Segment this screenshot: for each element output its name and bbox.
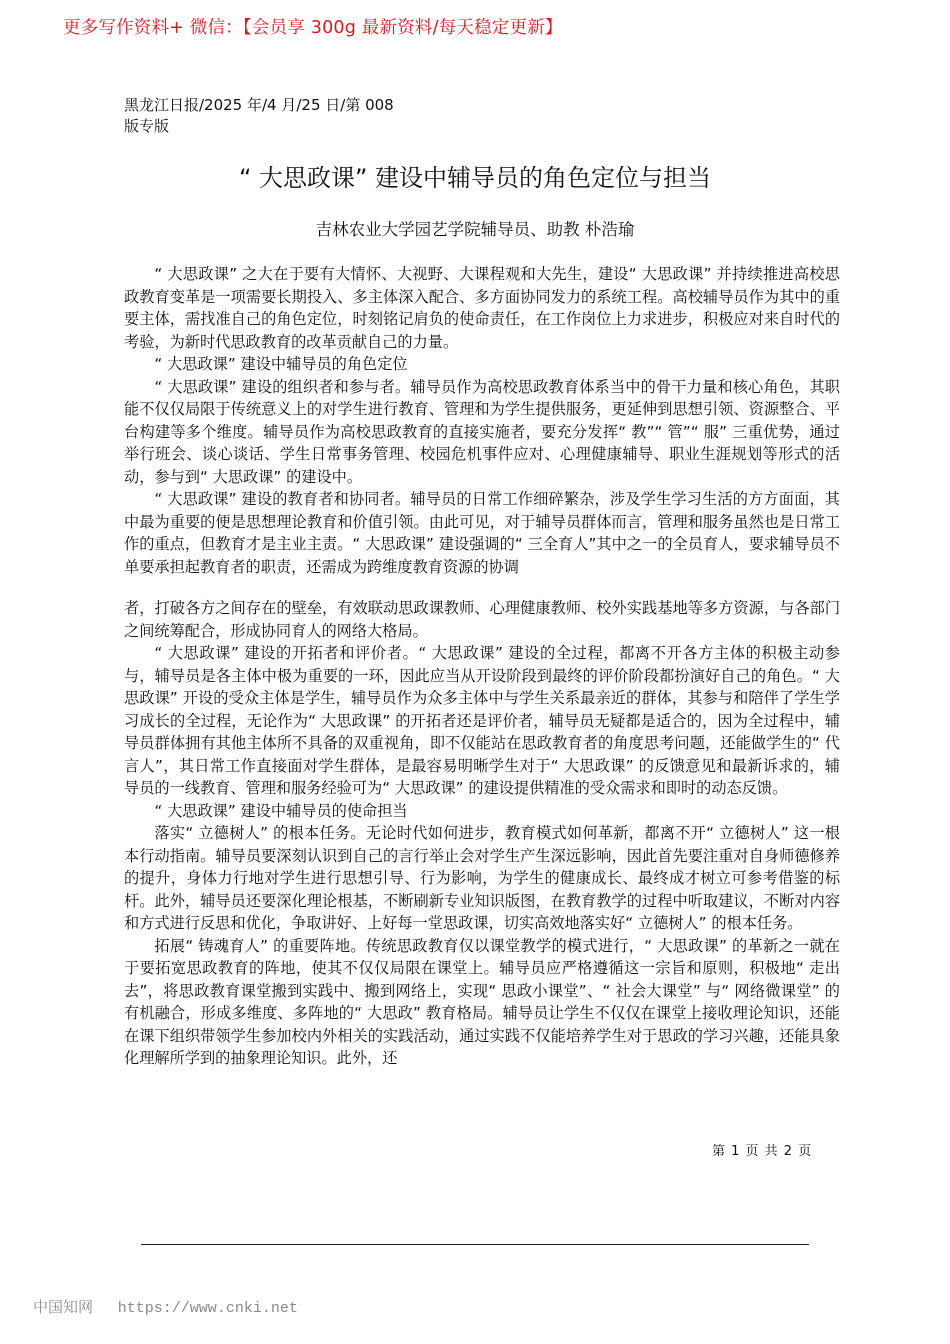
source-line-cont: 版专版 (124, 117, 170, 135)
footer-site-name: 中国知网 (33, 1298, 94, 1316)
article-author: 吉林农业大学园艺学院辅导员、助教 朴浩瑜 (315, 220, 635, 239)
source-line: 黑龙江日报/2025 年/4 月/25 日/第 008 (124, 96, 394, 114)
article-title: “ 大思政课” 建设中辅导员的角色定位与担当 (238, 164, 712, 192)
paragraph-continued: 者，打破各方之间存在的壁垒，有效联动思政课教师、心理健康教师、校外实践基地等多方资源，与各部门之间统筹配合，形成协同育人的网络大格局。 (124, 599, 840, 640)
paragraph: “ 大思政课” 建设的教育者和协同者。辅导员的日常工作细碎繁杂，涉及学生学习生活的方方面面，其中最为重要的便是思想理论教育和价值引领。由此可见，对于辅导员群体而言，管理和服务虽然也是日常工作的重点，但教育才是主业主责。“ 大思政课” 建设强调的“ 三全育人”其中之一的全员育人，要求辅导员不单要承担起教育者的职责，还需成为跨维度教育资源的协调 (124, 490, 840, 576)
paragraph: “ 大思政课” 建设的组织者和参与者。辅导员作为高校思政教育体系当中的骨干力量和核心角色，其职能不仅仅局限于传统意义上的对学生进行教育、管理和为学生提供服务，更延伸到思想引领、资源整合、平台构建等多个维度。辅导员作为高校思政教育的直接实施者，要充分发挥“ 教”“ 管”“ 服” 三重优势，通过举行班会、谈心谈话、学生日常事务管理、校园危机事件应对、心理健康辅导、职业生涯规划等形式的活动，参与到“ 大思政课” 的建设中。 (124, 377, 840, 486)
paragraph: “ 大思政课” 建设的开拓者和评价者。“ 大思政课” 建设的全过程，都离不开各方主体的积极主动参与，辅导员是各主体中极为重要的一环，因此应当从开设阶段到最终的评价阶段都扮演好自己的角色。“ 大思政课” 开设的受众主体是学生，辅导员作为众多主体中与学生关系最亲近的群体，其参与和陪伴了学生学习成长的全过程，无论作为“ 大思政课” 的开拓者还是评价者，辅导员无疑都是适合的，因为全过程中，辅导员群体拥有其他主体所不具备的双重视角，即不仅能站在思政教育者的角度思考问题，还能做学生的“ 代言人”，其日常工作直接面对学生群体，是最容易明晰学生对于“ 大思政课” 的反馈意见和最新诉求的，辅导员的一线教育、管理和服务经验可为“ 大思政课” 的建设提供精准的受众需求和即时的动态反馈。 (124, 644, 840, 797)
paragraph: 落实“ 立德树人” 的根本任务。无论时代如何进步，教育模式如何革新，都离不开“ 立德树人” 这一根本行动指南。辅导员要深刻认识到自己的言行举止会对学生产生深远影响，因此首先要注重对自身师德修养的提升，身体力行地对学生进行思想引导、行为影响，为学生的健康成长、最终成才树立可参考借鉴的标杆。此外，辅导员还要深化理论根基，不断刷新专业知识版图，在教育教学的过程中听取建议，不断对内容和方式进行反思和优化，争取讲好、上好每一堂思政课，切实高效地落实好“ 立德树人” 的根本任务。 (124, 824, 840, 932)
footer-divider (141, 1244, 809, 1245)
article-body-part1 (124, 263, 840, 578)
page-indicator: 第 1 页 共 2 页 (712, 1144, 813, 1159)
paragraph: “ 大思政课” 之大在于要有大情怀、大视野、大课程观和大先生，建设“ 大思政课” 并持续推进高校思政教育变革是一项需要长期投入、多主体深入配合、多方面协同发力的系统工程。高校辅导员作为其中的重要主体，需找准自己的角色定位，时刻铭记肩负的使命责任，在工作岗位上力求进步，积极应对来自时代的考验，为新时代思政教育的改革贡献自己的力量。 (124, 265, 840, 351)
article-body-part2 (124, 597, 840, 1070)
promo-banner: 更多写作资料+ 微信：【会员享 300g 最新资料/每天稳定更新】 (63, 18, 563, 38)
section-heading: “ 大思政课” 建设中辅导员的使命担当 (154, 801, 408, 820)
section-heading: “ 大思政课” 建设中辅导员的角色定位 (154, 355, 408, 373)
footer-watermark (33, 1296, 298, 1317)
footer-url[interactable]: https://www.cnki.net (117, 1300, 298, 1317)
paragraph: 拓展“ 铸魂育人” 的重要阵地。传统思政教育仅以课堂教学的模式进行，“ 大思政课” 的革新之一就在于要拓宽思政教育的阵地，使其不仅仅局限在课堂上。辅导员应严格遵循这一宗旨和原则，积极地“ 走出去”，将思政教育课堂搬到实践中、搬到网络上，实现“ 思政小课堂”、“ 社会大课堂” 与“ 网络微课堂” 的有机融合，形成多维度、多阵地的“ 大思政” 教育格局。辅导员让学生不仅仅在课堂上接收理论知识，还能在课下组织带领学生参加校内外相关的实践活动，通过实践不仅能培养学生对于思政的学习兴趣，还能具象化理解所学到的抽象理论知识。此外，还 (124, 936, 840, 1067)
source-citation (124, 95, 394, 137)
